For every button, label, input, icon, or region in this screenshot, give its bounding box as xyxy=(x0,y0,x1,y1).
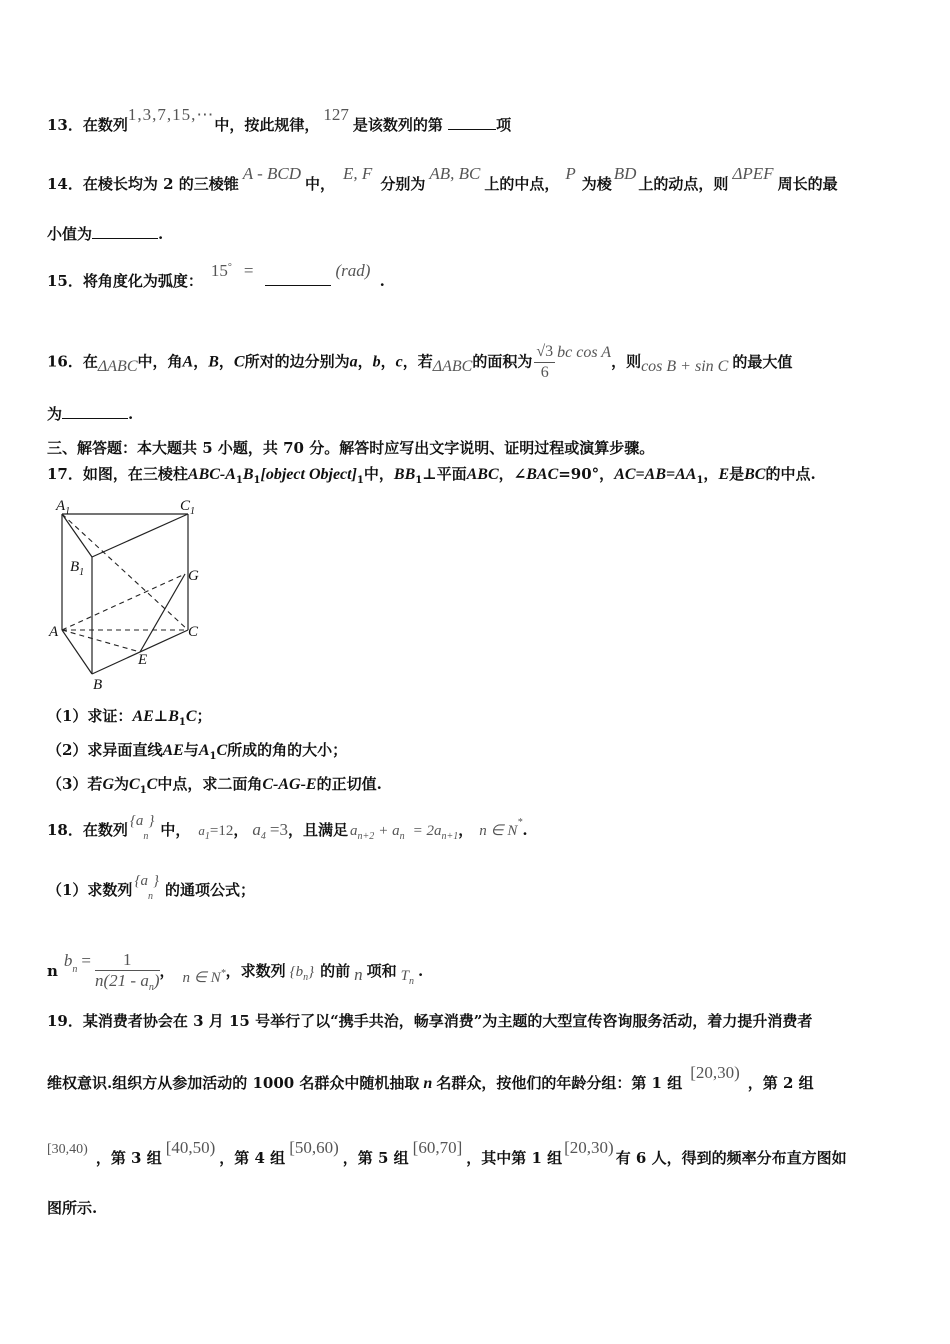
question-17-part-2: （2）求异面直线AE与$A_1C$所成的角的大小； xyxy=(47,741,348,762)
label-a: A xyxy=(49,624,59,640)
answer-blank[interactable] xyxy=(62,404,128,419)
question-18: 18．在数列 $\{a_n\}$ 中， $a_1=12$， $a_4 =3$，且满足 $a_{n+2} + a_n = 2a_{n+1}$， n ∈ N*. xyxy=(47,813,528,842)
sequence-formula: 1,3,7,15,⋯ xyxy=(127,105,215,124)
question-19-line-4: 图所示. xyxy=(47,1199,98,1217)
answer-blank[interactable] xyxy=(448,115,496,130)
edge-ab xyxy=(62,630,92,674)
question-19-line-3: [30,40) ，第 3 组[40,50)，第 4 组[50,60)，第 5 组[60,70]，其中第 1 组[20,30)有 6 人，得到的频率分布直方图如 xyxy=(47,1138,847,1167)
question-16-cont: 为 . xyxy=(47,405,134,423)
label-c: C xyxy=(188,624,199,640)
label-b: B xyxy=(93,677,103,693)
question-15: 15．将角度化为弧度：15° = (rad) . xyxy=(47,261,385,290)
label-g: G xyxy=(188,568,199,584)
bn-fraction: $\frac{1}{n(21 - a_n)}$ xyxy=(95,950,160,993)
question-13: 13．在数列1,3,7,15,⋯中，按此规律，127是该数列的第 项 xyxy=(47,105,512,134)
answer-blank[interactable] xyxy=(265,271,331,286)
question-18-part-2: $nb^n$ = $\frac{1}{n(21 - a_n)}$ ， n ∈ N*，求数列 $\{b_n\}$ 的前 n 项和 $T_n$. xyxy=(47,950,424,993)
question-14-cont: 小值为 . xyxy=(47,225,164,243)
question-14: 14．在棱长均为 2 的三棱锥A - BCD中，E, F分别为AB, BC上的中点，P为棱BD上的动点，则ΔPEF周长的最 xyxy=(47,164,838,193)
dashed-ag xyxy=(62,574,185,630)
question-16: 16．在ΔABC中，角A，B，C所对的边分别为a，b，c，若ΔABC的面积为 $\frac{√3}{6}$ bc cos A，则cos B + sin C 的最大值 xyxy=(47,343,793,381)
question-19: 19．某消费者协会在 3 月 15 号举行了以“携手共治，畅享消费”为主题的大型宣传咨询服务活动，着力提升消费者 xyxy=(47,1012,813,1030)
answer-blank[interactable] xyxy=(92,224,158,239)
label-c1: $C_1$ xyxy=(180,498,196,517)
question-17-part-1: （1）求证：$AE\perp B_1C$； xyxy=(47,707,212,728)
question-18-part-1: （1）求数列 $\{a_n\}$ 的通项公式； xyxy=(47,873,255,902)
question-17-part-3: （3）若G为$C_1C$中点，求二面角C-AG-E的正切值. xyxy=(47,775,382,796)
segment-eg xyxy=(140,574,185,652)
question-17: 17．如图，在三棱柱ABC-$A_1B_1[object$ $Object]_1$中，$BB_1\perp$平面ABC，∠BAC=90°，$AC=AB=AA_1$，E是BC的中点. xyxy=(47,465,816,486)
label-e: E xyxy=(138,652,148,668)
dashed-ae xyxy=(62,630,140,652)
label-a1: $A_1$ xyxy=(56,498,71,517)
prism-figure xyxy=(46,494,216,694)
label-b1: $B_1$ xyxy=(70,559,85,578)
area-fraction: $\frac{√3}{6}$ xyxy=(536,343,554,381)
edge-b1c1 xyxy=(92,514,188,557)
edge-a1b1 xyxy=(62,514,92,557)
section-heading: 三、解答题：本大题共 5 小题，共 70 分。解答时应写出文字说明、证明过程或演算步骤。 xyxy=(47,439,655,457)
question-19-line-2: 维权意识.组织方从参加活动的 1000 名群众中随机抽取 n 名群众，按他们的年龄分组：第 1 组[20,30)，第 2 组 xyxy=(47,1063,814,1092)
